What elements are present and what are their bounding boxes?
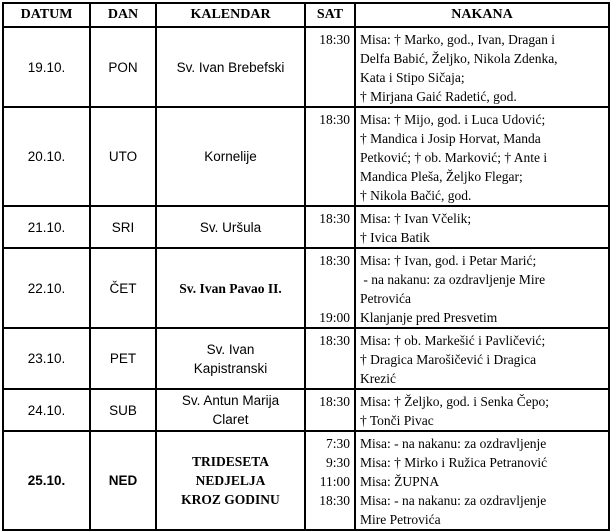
intention-line: Klanjanje pred Presvetim [360,310,498,325]
intention-line: Misa: - na nakanu: za ozdravljenje [360,436,547,451]
intention-line: † Ivica Batik [360,230,430,245]
table-row [3,431,609,530]
day-cell: ČET [90,248,156,328]
header-row [3,3,609,27]
intention-line: Misa: † Mijo, god. i Luca Udović; [360,112,546,127]
time-slot: 18:30 [319,211,350,226]
table-row [3,328,609,389]
intention-line: Misa: † Željko, god. i Senka Čepo; [360,394,549,409]
intention-line: Misa: - na nakanu: za ozdravljenje [360,493,547,508]
intention-line: † Mandica i Josip Horvat, Manda [360,131,541,146]
day-cell: PET [90,328,156,389]
time-slot: 18:30 [319,394,350,409]
intention-line: Misa: † ob. Markešić i Pavličević; [360,333,546,348]
calendar-line: Claret [212,412,249,427]
intention-line: † Dragica Marošičević i Dragica [360,352,537,367]
calendar-line: Kornelije [204,149,257,164]
date-cell: 20.10. [3,107,90,206]
intention-line: † Mirjana Gaić Radetić, god. [360,89,517,104]
time-cell [305,248,355,328]
time-cell [305,328,355,389]
day-cell: SUB [90,389,156,431]
calendar-cell [156,328,305,389]
time-slot: 11:00 [319,474,350,489]
date-cell: 21.10. [3,206,90,248]
intention-cell [355,107,609,206]
time-slot: 7:30 [325,436,350,451]
intention-cell [355,328,609,389]
calendar-line: KROZ GODINU [181,492,280,507]
time-slot: 9:30 [325,455,350,470]
intention-line: † Nikola Bačić, god. [360,188,472,203]
calendar-line: Sv. Ivan Brebefski [176,59,285,75]
time-cell [305,27,355,107]
intention-line: Misa: ŽUPNA [360,474,440,489]
calendar-cell [156,248,305,328]
date-cell: 24.10. [3,389,90,431]
time-cell [305,431,355,530]
day-cell: NED [90,431,156,530]
date-cell: 25.10. [3,431,90,530]
intention-line: Kata i Stipo Sičaja; [360,70,465,85]
date-cell: 19.10. [3,27,90,107]
calendar-cell [156,206,305,248]
header-time: SAT [305,3,355,27]
calendar-line: Kapistranski [193,360,268,376]
intention-line: Petković; † ob. Marković; † Ante i [360,150,548,165]
intention-line: Misa: † Marko, god., Ivan, Dragan i [360,32,555,47]
mass-schedule-table [2,2,610,531]
calendar-cell [156,431,305,530]
header-date: DATUM [3,3,90,27]
header-calendar: KALENDAR [156,3,305,27]
table-row [3,206,609,248]
intention-cell [355,389,609,431]
intention-line: Delfa Babić, Željko, Nikola Zdenka, [360,51,558,66]
calendar-cell [156,27,305,107]
time-slot: 18:30 [319,333,350,348]
intention-line: - na nakanu: za ozdravljenje Mire [360,272,546,287]
day-cell: UTO [90,107,156,206]
table-row [3,389,609,431]
day-cell: SRI [90,206,156,248]
intention-cell [355,248,609,328]
header-day: DAN [90,3,156,27]
intention-cell [355,206,609,248]
calendar-line: Sv. Antun Marija [181,393,280,408]
time-slot: 19:00 [319,310,350,325]
intention-line: Mandica Pleša, Željko Flegar; [360,169,523,184]
header-intention: NAKANA [355,3,609,27]
intention-line: Misa: † Ivan Včelik; [360,211,472,226]
time-slot [306,270,350,289]
calendar-line: NEDJELJA [195,473,266,488]
date-cell: 22.10. [3,248,90,328]
table-row [3,107,609,206]
time-cell [305,107,355,206]
time-cell [305,389,355,431]
intention-line: † Tonči Pivac [360,413,434,428]
time-slot: 18:30 [319,493,350,508]
calendar-line: Sv. Ivan [206,341,255,357]
intention-cell [355,27,609,107]
calendar-line: Sv. Uršula [199,219,262,235]
intention-line: Krezić [360,371,396,386]
calendar-cell [156,389,305,431]
table-row [3,248,609,328]
intention-line: Mire Petrovića [360,512,441,527]
time-cell [305,206,355,248]
intention-line: Misa: † Mirko i Ružica Petranović [360,455,548,470]
schedule-sheet [2,2,608,527]
time-slot: 18:30 [319,253,350,268]
time-slot: 18:30 [319,112,350,127]
table-row [3,27,609,107]
day-cell: PON [90,27,156,107]
intention-line: Petrovića [360,291,411,306]
time-slot: 18:30 [319,32,350,47]
time-slot [306,289,350,308]
calendar-line: Sv. Ivan Pavao II. [179,280,282,296]
date-cell: 23.10. [3,328,90,389]
calendar-cell [156,107,305,206]
calendar-line: TRIDESETA [191,454,270,469]
intention-line: Misa: † Ivan, god. i Petar Marić; [360,253,537,268]
intention-cell [355,431,609,530]
